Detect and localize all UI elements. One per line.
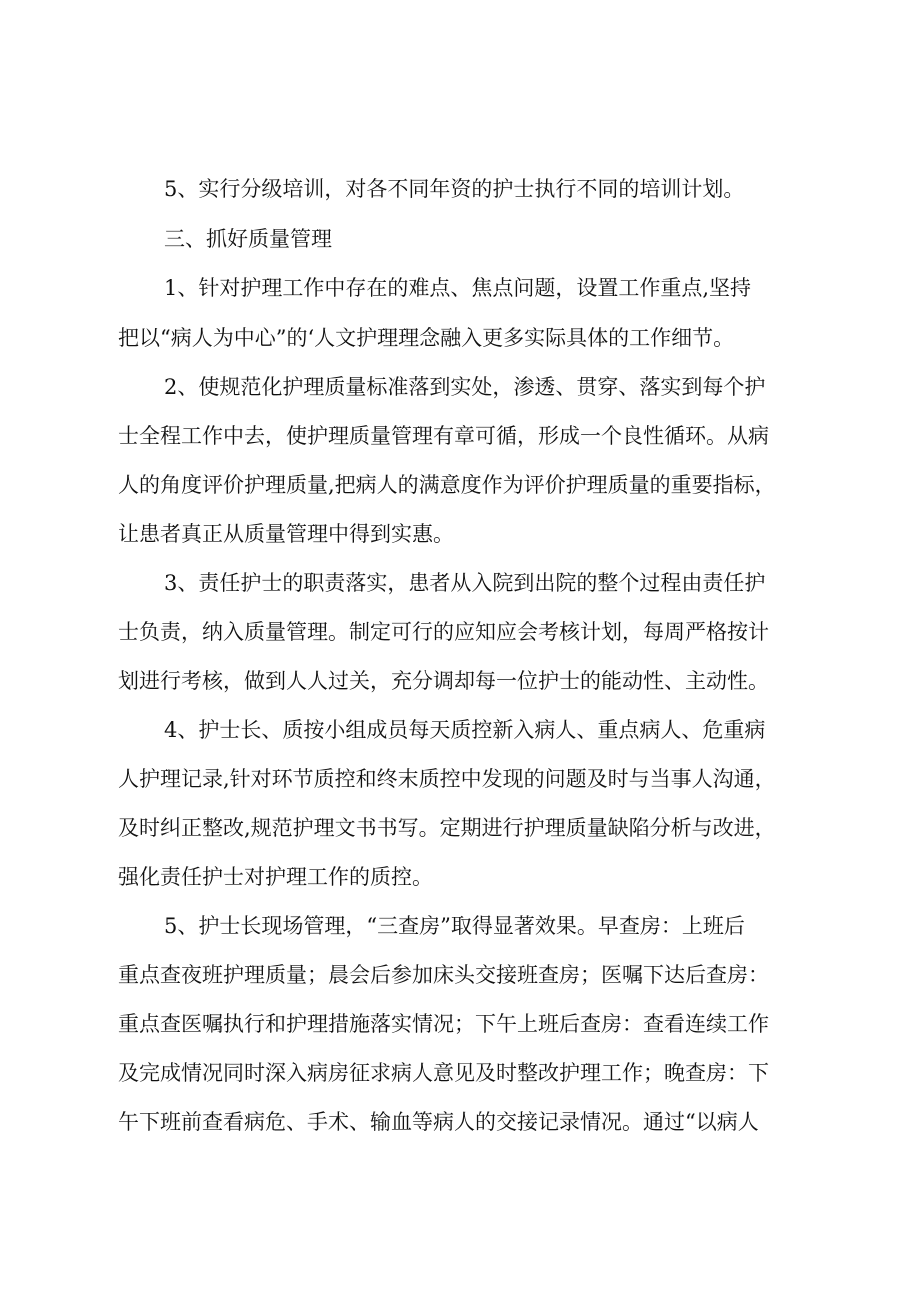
paragraph-4-line-2: 人护理记录,针对环节质控和终末质控中发现的问题及时与当事人沟通， [118,767,776,791]
paragraph-4-line-3: 及时纠正整改,规范护理文书书写。定期进行护理质量缺陷分析与改进， [118,816,776,840]
paragraph-2-line-4: 让患者真正从质量管理中得到实惠。 [118,522,454,546]
paragraph-4-line-4: 强化责任护士对护理工作的质控。 [118,865,433,889]
paragraph-5-training-line-1: 5、实行分级培训，对各不同年资的护士执行不同的培训计划。 [164,177,745,201]
paragraph-5-line-3: 重点查医嘱执行和护理措施落实情况；下午上班后查房：查看连续工作 [118,1012,769,1036]
paragraph-2-line-1: 2、使规范化护理质量标准落到实处，渗透、贯穿、落实到每个护 [164,375,766,399]
paragraph-3-line-1: 3、责任护士的职责落实，患者从入院到出院的整个过程由责任护 [164,571,766,595]
paragraph-5-line-1: 5、护士长现场管理，“三查房”取得显著效果。早查房：上班后 [164,914,745,938]
paragraph-1-line-1: 1、针对护理工作中存在的难点、焦点问题，设置工作重点,坚持 [164,276,752,300]
paragraph-5-line-5: 午下班前查看病危、手术、输血等病人的交接记录情况。通过“以病人 [118,1110,759,1134]
paragraph-2-line-2: 士全程工作中去，使护理质量管理有章可循，形成一个良性循环。从病 [118,424,769,448]
paragraph-3-line-3: 划进行考核，做到人人过关，充分调却每一位护士的能动性、主动性。 [118,669,769,693]
paragraph-2-line-3: 人的角度评价护理质量,把病人的满意度作为评价护理质量的重要指标， [118,473,776,497]
paragraph-3-line-2: 士负责，纳入质量管理。制定可行的应知应会考核计划，每周严格按计 [118,620,769,644]
section-3-heading: 三、抓好质量管理 [164,227,332,251]
paragraph-5-line-2: 重点查夜班护理质量；晨会后参加床头交接班查房；医嘱下达后查房： [118,963,769,987]
paragraph-5-line-4: 及完成情况同时深入病房征求病人意见及时整改护理工作；晚查房：下 [118,1061,769,1085]
paragraph-4-line-1: 4、护士长、质按小组成员每天质控新入病人、重点病人、危重病 [164,718,766,742]
paragraph-1-line-2: 把以“病人为中心”的‘人文护理理念融入更多实际具体的工作细节。 [118,326,735,350]
